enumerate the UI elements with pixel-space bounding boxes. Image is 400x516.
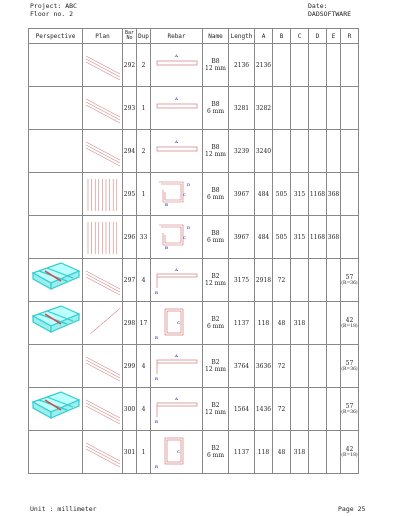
plan-view-icon — [84, 46, 122, 84]
r-cell — [341, 345, 359, 388]
rebar-cell — [151, 259, 203, 302]
col-c: C — [291, 29, 309, 44]
r-cell — [341, 431, 359, 474]
a-cell: 118 — [255, 431, 273, 474]
c-cell — [291, 44, 309, 87]
bar-name: B8 — [211, 187, 220, 194]
page-number: Page 25 — [338, 505, 366, 513]
a-cell: 2136 — [255, 44, 273, 87]
perspective-model-icon — [31, 261, 81, 299]
a-cell: 1436 — [255, 388, 273, 431]
bar-name: B8 — [211, 58, 220, 65]
bar-diameter: 12 mm — [205, 151, 226, 158]
d-cell: 1168 — [309, 216, 327, 259]
col-b: B — [273, 29, 291, 44]
r-cell — [341, 130, 359, 173]
name-cell — [203, 130, 229, 173]
table-row — [29, 302, 359, 345]
plan-cell — [83, 44, 123, 87]
perspective-model-icon — [31, 390, 81, 428]
bar-name: B8 — [211, 230, 220, 237]
rebar-shape-icon — [153, 133, 201, 169]
a-cell: 118 — [255, 302, 273, 345]
name-cell — [203, 216, 229, 259]
a-cell: 484 — [255, 216, 273, 259]
col-bar-no: Bar No — [123, 29, 137, 44]
svg-text:R: R — [154, 376, 158, 381]
rebar-cell — [151, 130, 203, 173]
rebar-shape-icon — [153, 90, 201, 126]
c-cell: 318 — [291, 302, 309, 345]
svg-text:B: B — [164, 245, 168, 250]
r-cell — [341, 302, 359, 345]
svg-text:R: R — [154, 464, 158, 469]
e-cell: 368 — [327, 216, 341, 259]
b-cell: 48 — [273, 302, 291, 345]
plan-view-icon — [84, 390, 122, 428]
plan-view-icon — [84, 89, 122, 127]
name-cell — [203, 259, 229, 302]
rebar-cell — [151, 345, 203, 388]
table-row — [29, 345, 359, 388]
table-row — [29, 431, 359, 474]
r-cell — [341, 259, 359, 302]
bar-diameter: 12 mm — [205, 409, 226, 416]
col-e: E — [327, 29, 341, 44]
svg-text:A: A — [174, 353, 178, 358]
bar-name: B2 — [211, 359, 220, 366]
d-cell — [309, 259, 327, 302]
rebar-shape-icon — [153, 391, 201, 427]
col-rebar: Rebar — [151, 29, 203, 44]
length-cell: 3967 — [229, 173, 255, 216]
plan-view-icon — [84, 175, 122, 213]
plan-view-icon — [84, 132, 122, 170]
e-cell — [327, 388, 341, 431]
bar-diameter: 12 mm — [205, 65, 226, 72]
svg-text:A: A — [174, 396, 178, 401]
col-a: A — [255, 29, 273, 44]
dup-cell: 4 — [137, 259, 151, 302]
rebar-shape-icon — [153, 305, 201, 341]
r-radius: (R=36) — [341, 281, 358, 286]
rebar-cell — [151, 431, 203, 474]
perspective-cell — [29, 173, 83, 216]
r-cell — [341, 173, 359, 216]
dup-cell: 1 — [137, 87, 151, 130]
a-cell: 2918 — [255, 259, 273, 302]
dup-cell: 4 — [137, 388, 151, 431]
bar-diameter: 6 mm — [206, 323, 225, 330]
plan-cell — [83, 130, 123, 173]
r-value: 57 — [345, 274, 354, 281]
plan-cell — [83, 431, 123, 474]
b-cell — [273, 130, 291, 173]
d-cell: 1168 — [309, 173, 327, 216]
bar-name: B8 — [211, 144, 220, 151]
rebar-cell — [151, 87, 203, 130]
bar-name: B2 — [211, 273, 220, 280]
length-cell: 3281 — [229, 87, 255, 130]
table-row — [29, 173, 359, 216]
r-radius: (R=36) — [341, 367, 358, 372]
svg-text:C: C — [182, 235, 186, 240]
name-cell — [203, 431, 229, 474]
b-cell: 505 — [273, 173, 291, 216]
a-cell: 3240 — [255, 130, 273, 173]
perspective-cell — [29, 130, 83, 173]
r-cell — [341, 388, 359, 431]
plan-view-icon — [84, 304, 122, 342]
svg-text:R: R — [154, 290, 158, 295]
bar-no-cell: 299 — [123, 345, 137, 388]
dup-cell: 2 — [137, 44, 151, 87]
perspective-cell — [29, 44, 83, 87]
r-value: 57 — [345, 360, 354, 367]
rebar-shape-icon — [153, 219, 201, 255]
bar-no-cell: 294 — [123, 130, 137, 173]
col-length: Length — [229, 29, 255, 44]
r-value: 42 — [345, 317, 354, 324]
perspective-model-icon — [31, 304, 81, 342]
col-r: R — [341, 29, 359, 44]
name-cell — [203, 87, 229, 130]
length-cell: 3764 — [229, 345, 255, 388]
c-cell: 318 — [291, 431, 309, 474]
table-row — [29, 216, 359, 259]
svg-text:A: A — [174, 267, 178, 272]
plan-view-icon — [84, 218, 122, 256]
d-cell — [309, 388, 327, 431]
perspective-cell — [29, 431, 83, 474]
project-info — [30, 2, 77, 18]
e-cell — [327, 259, 341, 302]
svg-text:D: D — [186, 182, 190, 187]
c-cell — [291, 87, 309, 130]
bar-no-cell: 293 — [123, 87, 137, 130]
perspective-cell — [29, 87, 83, 130]
dup-cell: 1 — [137, 431, 151, 474]
rebar-cell — [151, 216, 203, 259]
svg-text:C: C — [182, 192, 186, 197]
bar-no-cell: 301 — [123, 431, 137, 474]
name-cell — [203, 345, 229, 388]
date-info — [308, 2, 351, 18]
e-cell — [327, 431, 341, 474]
bar-name: B2 — [211, 445, 220, 452]
length-cell: 1564 — [229, 388, 255, 431]
r-cell — [341, 87, 359, 130]
name-cell — [203, 388, 229, 431]
bar-diameter: 6 mm — [206, 108, 225, 115]
e-cell — [327, 130, 341, 173]
a-cell: 484 — [255, 173, 273, 216]
plan-view-icon — [84, 347, 122, 385]
svg-text:R: R — [154, 335, 158, 340]
plan-cell — [83, 173, 123, 216]
bar-no-cell: 295 — [123, 173, 137, 216]
length-cell: 3967 — [229, 216, 255, 259]
bar-name: B2 — [211, 402, 220, 409]
bar-no-cell: 296 — [123, 216, 137, 259]
col-d: D — [309, 29, 327, 44]
table-row — [29, 87, 359, 130]
table-row — [29, 259, 359, 302]
length-cell: 3175 — [229, 259, 255, 302]
plan-cell — [83, 87, 123, 130]
b-cell: 72 — [273, 388, 291, 431]
b-cell: 48 — [273, 431, 291, 474]
name-cell — [203, 173, 229, 216]
e-cell — [327, 87, 341, 130]
svg-text:A: A — [174, 96, 178, 101]
c-cell — [291, 259, 309, 302]
plan-cell — [83, 216, 123, 259]
bar-diameter: 6 mm — [206, 452, 225, 459]
d-cell — [309, 302, 327, 345]
dup-cell: 33 — [137, 216, 151, 259]
rebar-cell — [151, 173, 203, 216]
b-cell — [273, 87, 291, 130]
a-cell: 3636 — [255, 345, 273, 388]
c-cell — [291, 345, 309, 388]
col-plan: Plan — [83, 29, 123, 44]
perspective-cell — [29, 302, 83, 345]
perspective-cell — [29, 388, 83, 431]
rebar-cell — [151, 44, 203, 87]
svg-text:D: D — [186, 225, 190, 230]
r-cell — [341, 44, 359, 87]
plan-view-icon — [84, 433, 122, 471]
dup-cell: 4 — [137, 345, 151, 388]
unit-label: Unit : millimeter — [30, 505, 97, 513]
plan-cell — [83, 388, 123, 431]
bar-name: B8 — [211, 101, 220, 108]
c-cell — [291, 388, 309, 431]
perspective-cell — [29, 216, 83, 259]
name-cell — [203, 302, 229, 345]
table-row — [29, 388, 359, 431]
dup-cell: 2 — [137, 130, 151, 173]
e-cell — [327, 345, 341, 388]
a-cell: 3282 — [255, 87, 273, 130]
svg-text:C: C — [176, 449, 180, 454]
r-radius: (R=36) — [341, 410, 358, 415]
bar-diameter: 12 mm — [205, 366, 226, 373]
d-cell — [309, 130, 327, 173]
plan-cell — [83, 259, 123, 302]
bar-name: B2 — [211, 316, 220, 323]
col-name: Name — [203, 29, 229, 44]
bar-no-cell: 292 — [123, 44, 137, 87]
rebar-shape-icon — [153, 47, 201, 83]
svg-text:A: A — [174, 53, 178, 58]
b-cell — [273, 44, 291, 87]
d-cell — [309, 345, 327, 388]
date-label: Date: — [308, 2, 328, 10]
col-perspective: Perspective — [29, 29, 83, 44]
perspective-cell — [29, 345, 83, 388]
bar-no-cell: 300 — [123, 388, 137, 431]
svg-text:C: C — [176, 320, 180, 325]
bar-diameter: 12 mm — [205, 280, 226, 287]
bar-diameter: 6 mm — [206, 237, 225, 244]
b-cell: 72 — [273, 259, 291, 302]
project-name: Project: ABC — [30, 2, 77, 10]
plan-cell — [83, 345, 123, 388]
rebar-schedule-table — [28, 28, 359, 474]
rebar-shape-icon — [153, 262, 201, 298]
col-dup: Dup — [137, 29, 151, 44]
r-cell — [341, 216, 359, 259]
bar-diameter: 6 mm — [206, 194, 225, 201]
b-cell: 72 — [273, 345, 291, 388]
name-cell — [203, 44, 229, 87]
length-cell: 1137 — [229, 431, 255, 474]
r-radius: (R=18) — [341, 453, 358, 458]
svg-text:R: R — [154, 419, 158, 424]
c-cell: 315 — [291, 216, 309, 259]
bar-no-cell: 297 — [123, 259, 137, 302]
length-cell: 1137 — [229, 302, 255, 345]
d-cell — [309, 87, 327, 130]
table-row — [29, 130, 359, 173]
r-value: 57 — [345, 403, 354, 410]
b-cell: 505 — [273, 216, 291, 259]
table-row — [29, 44, 359, 87]
d-cell — [309, 431, 327, 474]
bar-no-cell: 298 — [123, 302, 137, 345]
c-cell: 315 — [291, 173, 309, 216]
r-radius: (R=18) — [341, 324, 358, 329]
e-cell — [327, 302, 341, 345]
dup-cell: 1 — [137, 173, 151, 216]
length-cell: 3239 — [229, 130, 255, 173]
dup-cell: 17 — [137, 302, 151, 345]
rebar-shape-icon — [153, 176, 201, 212]
svg-text:A: A — [174, 139, 178, 144]
rebar-shape-icon — [153, 434, 201, 470]
length-cell: 2136 — [229, 44, 255, 87]
plan-view-icon — [84, 261, 122, 299]
rebar-shape-icon — [153, 348, 201, 384]
rebar-cell — [151, 302, 203, 345]
rebar-cell — [151, 388, 203, 431]
floor-number: Floor no. 2 — [30, 10, 74, 18]
c-cell — [291, 130, 309, 173]
e-cell: 368 — [327, 173, 341, 216]
e-cell — [327, 44, 341, 87]
r-value: 42 — [345, 446, 354, 453]
table-header-row — [29, 29, 359, 44]
company-name: DADSOFTWARE — [308, 10, 352, 18]
perspective-cell — [29, 259, 83, 302]
d-cell — [309, 44, 327, 87]
plan-cell — [83, 302, 123, 345]
svg-text:B: B — [164, 202, 168, 207]
